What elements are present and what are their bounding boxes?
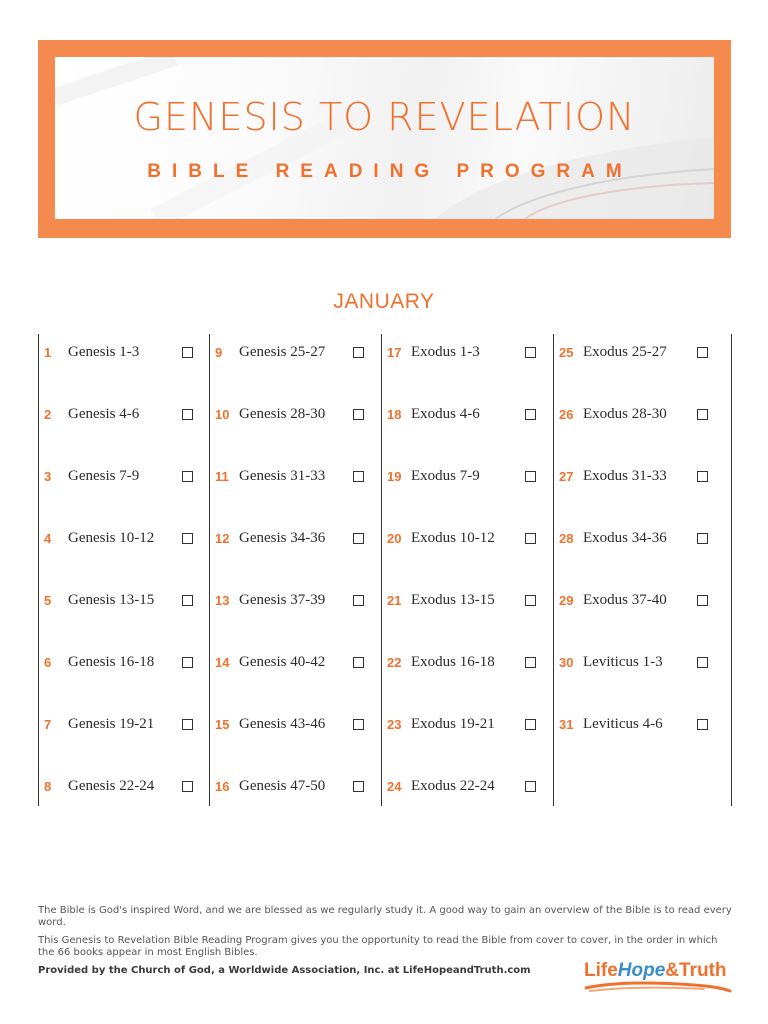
day-number: 9 [215,345,223,360]
reading-entry [38,398,209,428]
reading-passage: Exodus 28-30 [583,406,667,422]
month-heading: JANUARY [333,290,435,313]
reading-entry [38,336,209,366]
reading-schedule-grid [38,334,732,806]
checkbox-icon[interactable] [525,657,536,668]
reading-entry [209,460,380,490]
checkbox-icon[interactable] [182,595,193,606]
reading-entry [553,398,724,428]
reading-passage: Genesis 19-21 [68,716,155,732]
reading-entry [209,398,380,428]
checkbox-icon[interactable] [182,781,193,792]
checkbox-icon[interactable] [353,595,364,606]
reading-entry [381,646,552,676]
reading-entry [553,460,724,490]
checkbox-icon[interactable] [353,533,364,544]
reading-passage: Exodus 34-36 [583,530,667,546]
day-number: 29 [559,593,574,608]
schedule-column-1 [38,334,209,806]
schedule-column-3 [381,334,552,806]
checkbox-icon[interactable] [353,409,364,420]
reading-passage: Exodus 37-40 [583,592,667,608]
day-number: 24 [387,779,402,794]
provided-by-credit: Provided by the Church of God, a Worldwide Association, Inc. at LifeHopeandTruth.com [38,965,531,976]
reading-entry [209,770,380,800]
reading-passage: Exodus 22-24 [411,778,495,794]
reading-passage: Exodus 16-18 [411,654,495,670]
reading-passage: Genesis 22-24 [68,778,155,794]
checkbox-icon[interactable] [525,471,536,482]
checkbox-icon[interactable] [182,409,193,420]
intro-paragraph: The Bible is God's inspired Word, and we are blessed as we regularly study it. A good way to gain an overview of the Bible is to read every word. [38,905,732,928]
day-number: 25 [559,345,574,360]
reading-passage: Genesis 34-36 [239,530,326,546]
checkbox-icon[interactable] [697,657,708,668]
checkbox-icon[interactable] [697,471,708,482]
reading-passage: Exodus 25-27 [583,344,667,360]
logo-text [584,960,727,982]
reading-entry [553,522,724,552]
day-number: 1 [44,345,52,360]
day-number: 30 [559,655,574,670]
reading-entry [381,336,552,366]
day-number: 3 [44,469,52,484]
reading-passage: Genesis 1-3 [68,344,140,360]
reading-passage: Genesis 16-18 [68,654,155,670]
reading-passage: Genesis 47-50 [239,778,326,794]
day-number: 21 [387,593,402,608]
reading-passage: Leviticus 4-6 [583,716,663,732]
checkbox-icon[interactable] [697,533,708,544]
logo-truth: Truth [679,960,727,981]
reading-entry [381,708,552,738]
checkbox-icon[interactable] [353,471,364,482]
checkbox-icon[interactable] [525,347,536,358]
day-number: 16 [215,779,230,794]
checkbox-icon[interactable] [182,533,193,544]
checkbox-icon[interactable] [525,533,536,544]
reading-entry [38,646,209,676]
reading-passage: Genesis 10-12 [68,530,155,546]
reading-passage: Genesis 43-46 [239,716,326,732]
day-number: 18 [387,407,402,422]
day-number: 10 [215,407,230,422]
logo-hope: Hope [617,960,666,981]
reading-passage: Genesis 25-27 [239,344,326,360]
reading-passage: Exodus 7-9 [411,468,480,484]
checkbox-icon[interactable] [525,595,536,606]
banner-inner [55,57,714,219]
checkbox-icon[interactable] [182,471,193,482]
reading-entry [381,398,552,428]
life-hope-truth-logo [584,958,732,994]
checkbox-icon[interactable] [353,347,364,358]
reading-entry [381,584,552,614]
logo-life: Life [584,960,618,981]
day-number: 8 [44,779,52,794]
day-number: 11 [215,469,229,484]
day-number: 15 [215,717,230,732]
checkbox-icon[interactable] [697,595,708,606]
reading-passage: Genesis 4-6 [68,406,140,422]
reading-passage: Exodus 19-21 [411,716,495,732]
reading-entry [553,584,724,614]
page-title: GENESIS TO REVELATION [133,95,636,139]
checkbox-icon[interactable] [182,347,193,358]
reading-passage: Exodus 10-12 [411,530,495,546]
logo-ampersand: & [665,960,680,981]
reading-passage: Exodus 31-33 [583,468,667,484]
day-number: 28 [559,531,574,546]
day-number: 6 [44,655,52,670]
day-number: 7 [44,717,52,732]
checkbox-icon[interactable] [697,719,708,730]
reading-entry [381,770,552,800]
reading-entry [38,584,209,614]
reading-passage: Genesis 7-9 [68,468,140,484]
reading-entry [381,522,552,552]
day-number: 4 [44,531,52,546]
reading-passage: Leviticus 1-3 [583,654,663,670]
logo-swash-icon [584,980,732,994]
reading-entry [553,708,724,738]
reading-entry [38,770,209,800]
reading-passage: Genesis 40-42 [239,654,326,670]
checkbox-icon[interactable] [525,719,536,730]
reading-entry [38,708,209,738]
day-number: 5 [44,593,52,608]
schedule-column-2 [209,334,380,806]
day-number: 17 [387,345,402,360]
day-number: 12 [215,531,230,546]
checkbox-icon[interactable] [353,657,364,668]
day-number: 31 [559,717,574,732]
checkbox-icon[interactable] [353,781,364,792]
day-number: 14 [215,655,230,670]
reading-entry [209,336,380,366]
reading-passage: Exodus 13-15 [411,592,495,608]
header-banner [38,40,731,238]
checkbox-icon[interactable] [697,347,708,358]
day-number: 27 [559,469,574,484]
checkbox-icon[interactable] [525,409,536,420]
reading-entry [553,336,724,366]
reading-entry [553,646,724,676]
reading-entry [38,522,209,552]
day-number: 19 [387,469,402,484]
page-subtitle: BIBLE READING PROGRAM [147,161,633,182]
schedule-column-4 [553,334,732,806]
program-description: This Genesis to Revelation Bible Reading Program gives you the opportunity to read the Bible from cover to cover, in the order in which the 66 books appear in most English Bibles. [38,935,718,958]
day-number: 26 [559,407,574,422]
reading-passage: Genesis 28-30 [239,406,326,422]
reading-entry [209,522,380,552]
checkbox-icon[interactable] [353,719,364,730]
reading-entry [209,708,380,738]
checkbox-icon[interactable] [525,781,536,792]
reading-passage: Genesis 31-33 [239,468,326,484]
reading-entry [38,460,209,490]
column-divider [731,334,732,806]
day-number: 2 [44,407,52,422]
checkbox-icon[interactable] [697,409,708,420]
day-number: 20 [387,531,402,546]
checkbox-icon[interactable] [182,657,193,668]
reading-passage: Exodus 4-6 [411,406,480,422]
reading-passage: Genesis 37-39 [239,592,326,608]
reading-passage: Genesis 13-15 [68,592,155,608]
day-number: 22 [387,655,402,670]
reading-entry [381,460,552,490]
reading-passage: Exodus 1-3 [411,344,480,360]
day-number: 13 [215,593,230,608]
reading-entry [209,584,380,614]
day-number: 23 [387,717,402,732]
checkbox-icon[interactable] [182,719,193,730]
reading-entry [209,646,380,676]
